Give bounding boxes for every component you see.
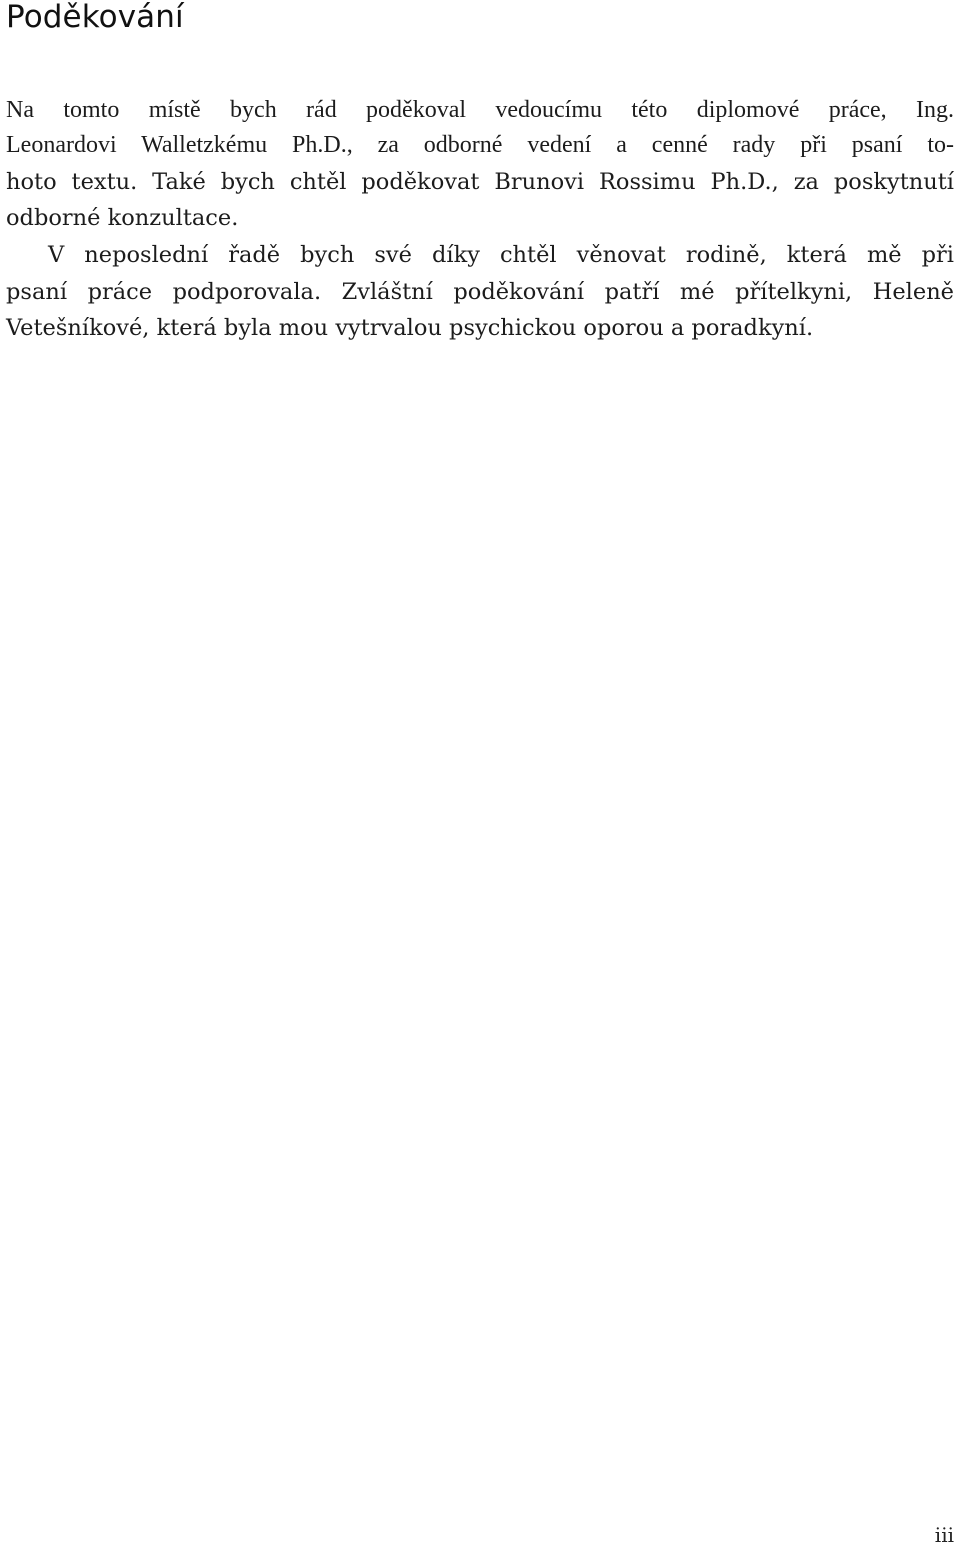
page-title: Poděkování xyxy=(6,0,184,35)
paragraph-line: odborné konzultace. xyxy=(6,205,239,231)
paragraph-line: psaní práce podporovala. Zvláštní poděkování patří mé přítelkyni, Heleně xyxy=(6,279,954,305)
paragraph-line: Vetešníkové, která byla mou vytrvalou psychickou oporou a poradkyní. xyxy=(6,315,814,341)
page-number: iii xyxy=(934,1523,954,1547)
paragraph-line: Leonardovi Walletzkému Ph.D., za odborné vedení a cenné rady při psaní to- xyxy=(6,132,954,158)
paragraph-line: Na tomto místě bych rád poděkoval vedoucímu této diplomové práce, Ing. xyxy=(6,97,954,123)
paragraph-line: V neposlední řadě bych své díky chtěl věnovat rodině, která mě při xyxy=(48,242,954,268)
paragraph-line: hoto textu. Také bych chtěl poděkovat Brunovi Rossimu Ph.D., za poskytnutí xyxy=(6,169,954,195)
